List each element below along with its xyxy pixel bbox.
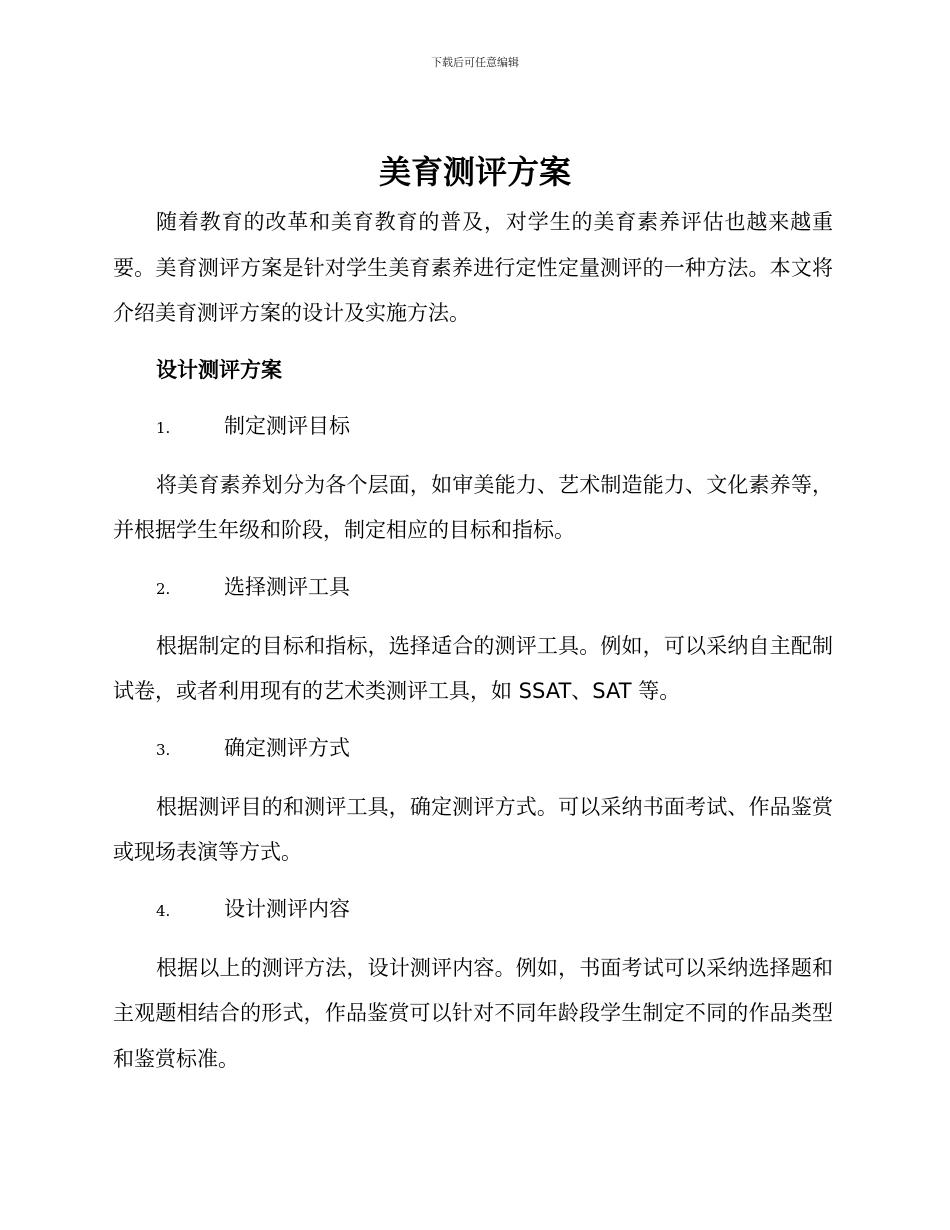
step-2-heading bbox=[156, 565, 833, 612]
document-title: 美育测评方案 bbox=[378, 153, 571, 191]
step-2-paragraph: 根据制定的目标和指标，选择适合的测评工具。例如，可以采纳自主配制试卷，或者利用现有的艺术类测评工具，如 SSAT、SAT 等。 bbox=[113, 633, 833, 703]
step-3-paragraph: 根据测评目的和测评工具，确定测评方式。可以采纳书面考试、作品鉴赏或现场表演等方式。 bbox=[113, 794, 833, 864]
step-4-paragraph: 根据以上的测评方法，设计测评内容。例如，书面考试可以采纳选择题和主观题相结合的形式，作品鉴赏可以针对不同年龄段学生制定不同的作品类型和鉴赏标准。 bbox=[113, 955, 833, 1071]
step-label: 确定测评方式 bbox=[224, 735, 350, 760]
step-number: 2. bbox=[156, 579, 171, 598]
step-label: 选择测评工具 bbox=[224, 574, 350, 599]
step-number: 4. bbox=[156, 901, 171, 920]
header-note: 下载后可任意编辑 bbox=[431, 56, 519, 69]
document-body bbox=[113, 200, 833, 1082]
step-1-paragraph: 将美育素养划分为各个层面，如审美能力、艺术制造能力、文化素养等，并根据学生年级和阶段，制定相应的目标和指标。 bbox=[113, 472, 833, 542]
section-heading: 设计测评方案 bbox=[156, 357, 282, 382]
step-4-heading bbox=[156, 887, 833, 934]
step-3-heading bbox=[156, 726, 833, 773]
step-number: 3. bbox=[156, 740, 171, 759]
step-label: 制定测评目标 bbox=[224, 413, 350, 438]
step-number: 1. bbox=[156, 418, 171, 437]
step-1-heading bbox=[156, 404, 833, 451]
step-label: 设计测评内容 bbox=[224, 896, 350, 921]
intro-paragraph: 随着教育的改革和美育教育的普及，对学生的美育素养评估也越来越重要。美育测评方案是针对学生美育素养进行定性定量测评的一种方法。本文将介绍美育测评方案的设计及实施方法。 bbox=[113, 210, 833, 325]
